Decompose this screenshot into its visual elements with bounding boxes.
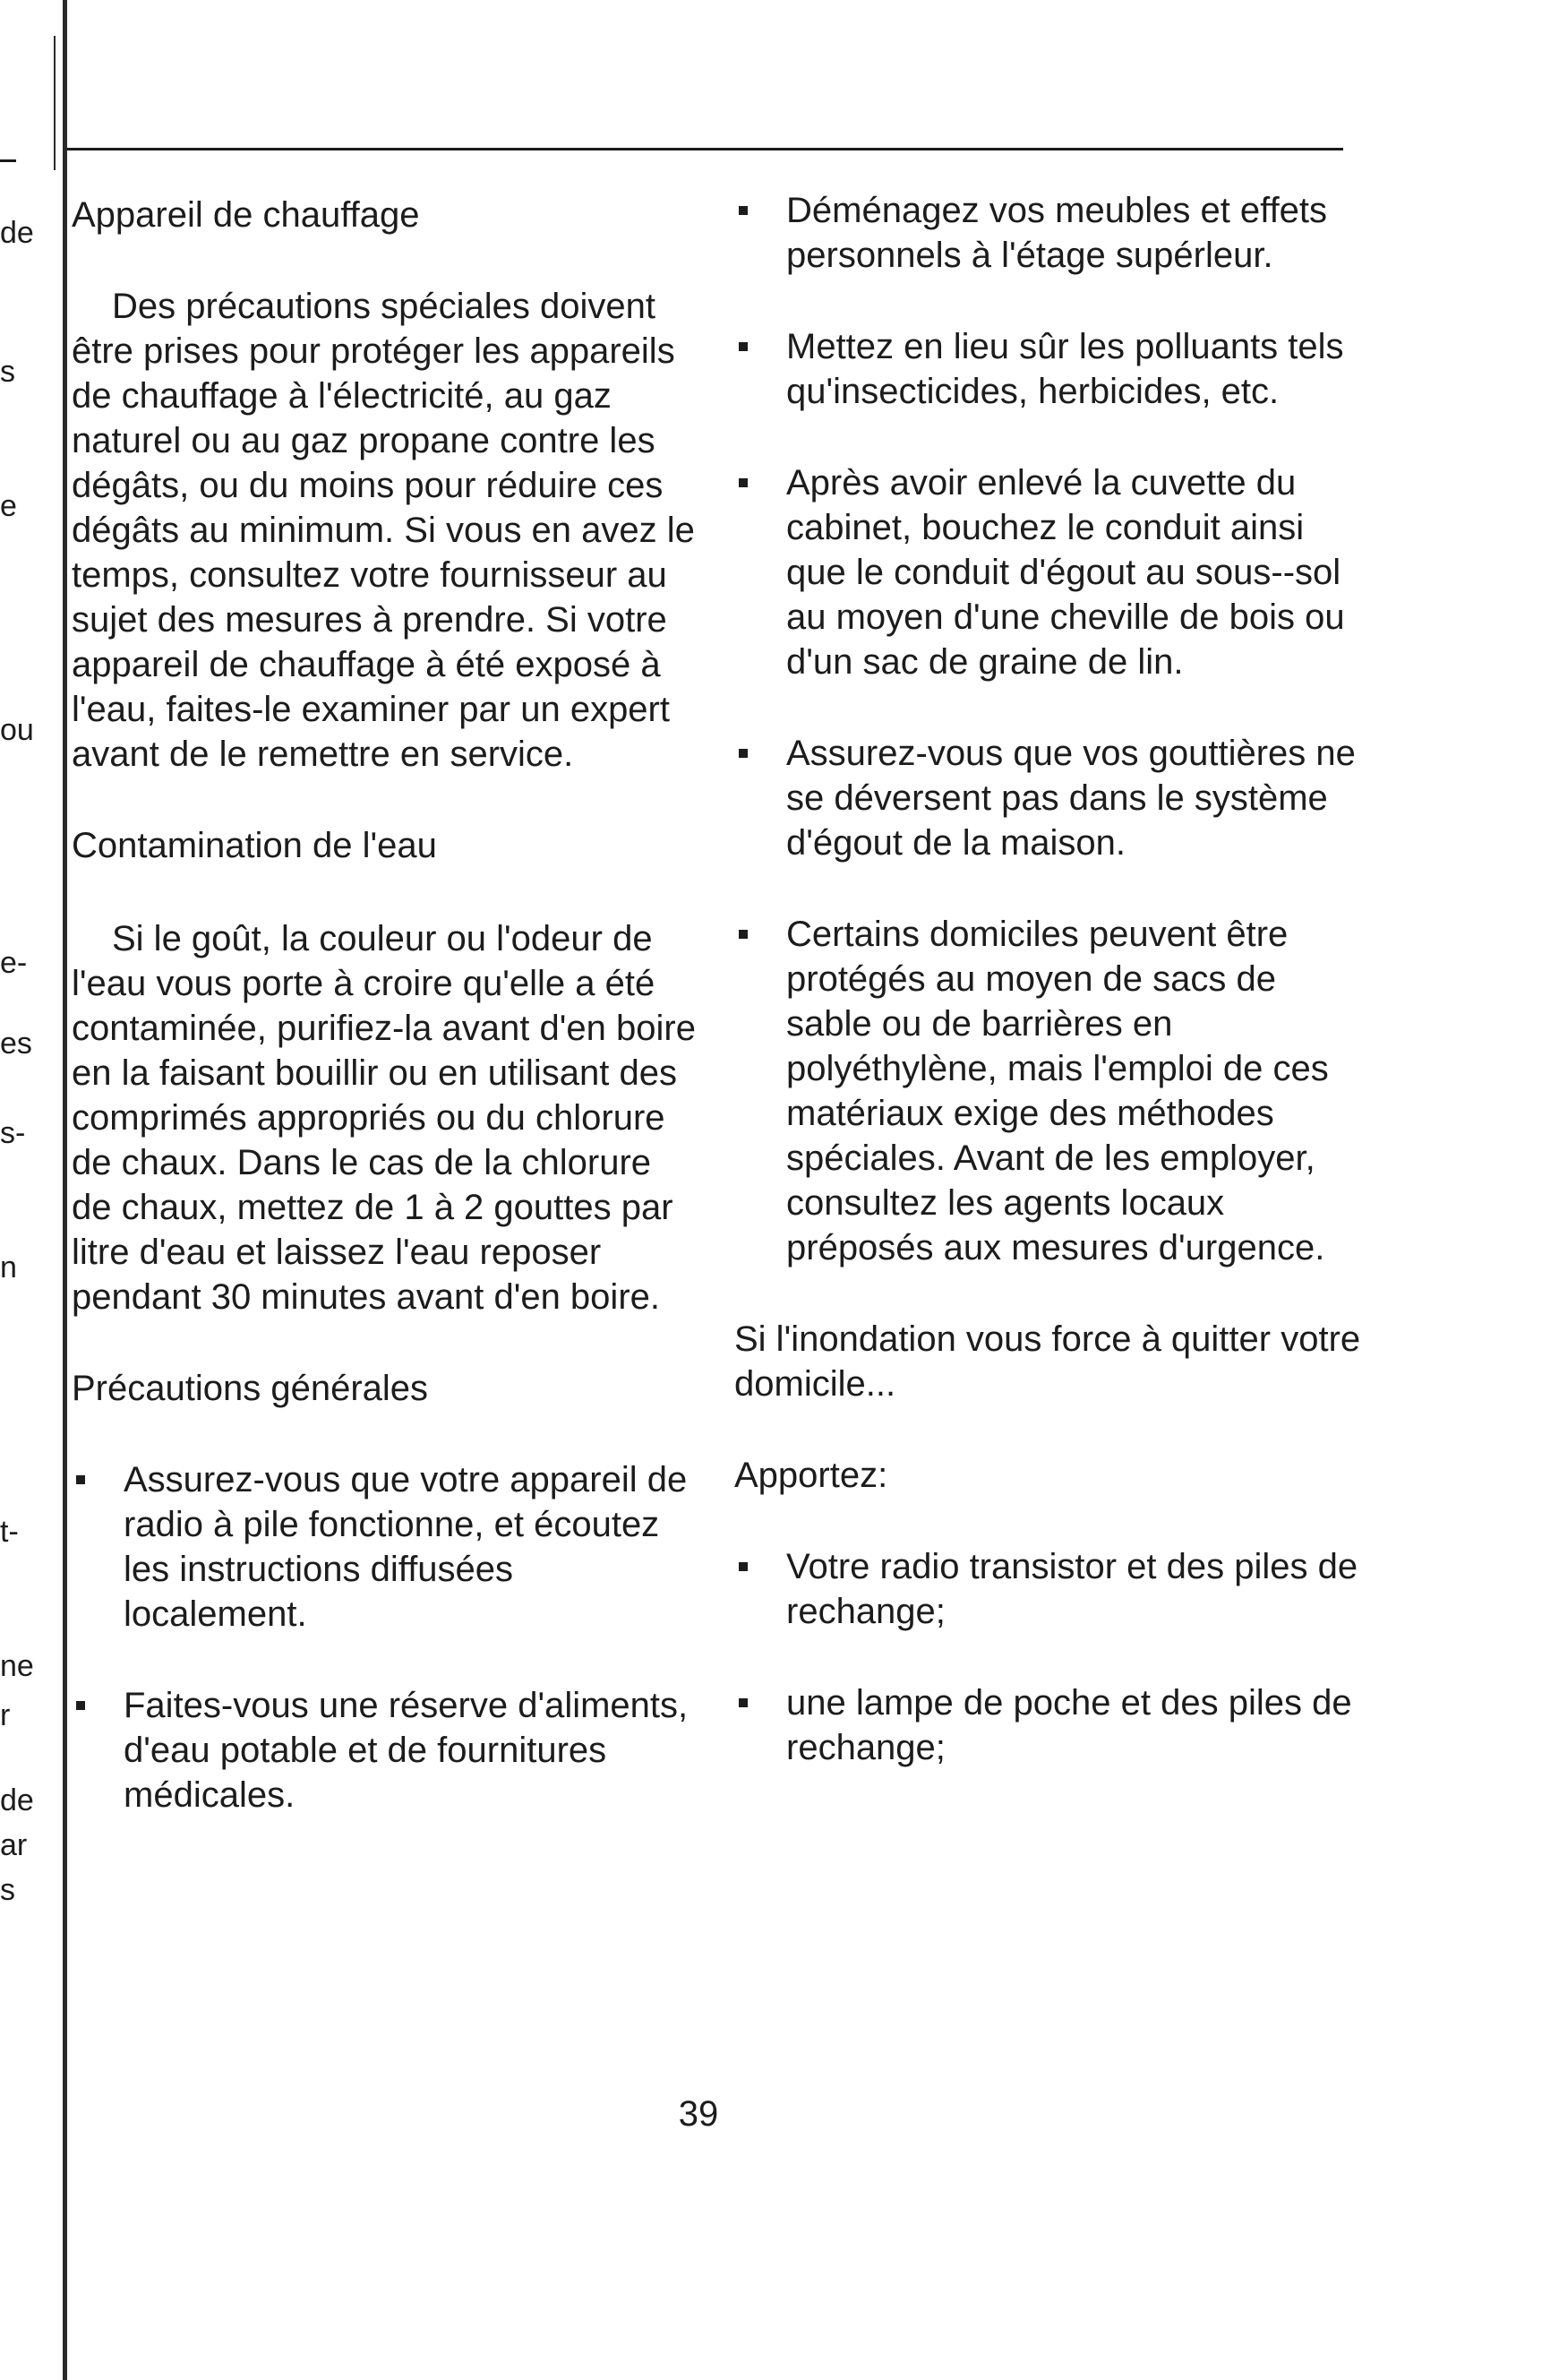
- left-column: [72, 193, 698, 1817]
- body-paragraph: Si le goût, la couleur ou l'odeur de l'eau vous porte à croire qu'elle a été contaminée, purifiez-la avant d'en boire en la faisant bouillir ou en utilisant des comprimés appropriés ou du chlorure de chaux. Dans le cas de la chlorure de chaux, mettez de 1 à 2 gouttes par litre d'eau et laissez l'eau reposer pendant 30 minutes avant d'en boire.: [72, 919, 696, 1317]
- bullet-list: [734, 1544, 1361, 1770]
- bullet-icon: [76, 1701, 85, 1710]
- section-heading: Précautions générales: [72, 1369, 429, 1408]
- bullet-icon: [739, 930, 748, 939]
- list-item-text: Après avoir enlevé la cuvette du cabinet, bouchez le conduit ainsi que le conduit d'égout au sous--sol au moyen d'une cheville de bois ou d'un sac de graine de lin.: [786, 463, 1345, 682]
- list-item: [734, 460, 1361, 684]
- edge-fragment: n: [0, 1250, 17, 1285]
- list-item: [734, 1544, 1361, 1634]
- bullet-icon: [739, 1562, 748, 1571]
- list-item-text: Votre radio transistor et des piles de rechange;: [786, 1547, 1358, 1631]
- body-paragraph: Si l'inondation vous force à quitter votre domicile...: [734, 1319, 1361, 1404]
- section-heading: Appareil de chauffage: [72, 195, 420, 235]
- list-item-text: Assurez-vous que votre appareil de radio à pile fonctionne, et écoutez les instructions diffusées localement.: [124, 1460, 688, 1634]
- edge-fragment: ne: [0, 1649, 34, 1683]
- list-item: [734, 188, 1361, 278]
- list-item: [734, 1680, 1361, 1770]
- edge-fragment: s: [0, 355, 15, 389]
- list-item-text: Faites-vous une réserve d'aliments, d'eau potable et de fournitures médicales.: [124, 1686, 689, 1815]
- list-item-text: une lampe de poche et des piles de rechange;: [786, 1683, 1352, 1767]
- body-paragraph: Apportez:: [734, 1456, 888, 1495]
- edge-fragment: e-: [0, 946, 28, 980]
- edge-fragment: de: [0, 1783, 34, 1817]
- bullet-icon: [76, 1475, 85, 1484]
- list-item: [734, 324, 1361, 414]
- edge-fragment: ou: [0, 713, 34, 747]
- edge-fragment: es: [0, 1027, 32, 1061]
- edge-fragment: s: [0, 1873, 15, 1907]
- list-item-text: Déménagez vos meubles et effets personnels à l'étage supérleur.: [786, 191, 1328, 275]
- edge-fragment: r: [0, 1698, 11, 1732]
- bullet-icon: [739, 206, 748, 215]
- section-heading: Contamination de l'eau: [72, 826, 437, 865]
- bullet-icon: [739, 749, 748, 758]
- bullet-list: [72, 1457, 698, 1817]
- list-item-text: Certains domiciles peuvent être protégés au moyen de sacs de sable ou de barrières en polyéthylène, mais l'emploi de ces matériaux exige des méthodes spéciales. Avant de les employer, consultez les agents locaux préposés aux mesures d'urgence.: [786, 915, 1329, 1267]
- right-column: [734, 188, 1361, 1770]
- edge-tick: [0, 159, 16, 162]
- list-item-text: Mettez en lieu sûr les polluants tels qu'insecticides, herbicides, etc.: [786, 327, 1344, 411]
- list-item: [734, 731, 1361, 865]
- edge-fragment: s-: [0, 1116, 26, 1150]
- list-item: [72, 1457, 698, 1637]
- bullet-icon: [739, 478, 748, 487]
- edge-fragment: t-: [0, 1515, 19, 1549]
- list-item: [734, 912, 1361, 1270]
- bullet-list: [734, 188, 1361, 1270]
- edge-fragment: ar: [0, 1828, 28, 1862]
- bullet-icon: [739, 1698, 748, 1707]
- edge-fragment: de: [0, 216, 34, 250]
- bullet-icon: [739, 342, 748, 351]
- list-item: [72, 1683, 698, 1817]
- list-item-text: Assurez-vous que vos gouttières ne se déversent pas dans le système d'égout de la maison.: [786, 734, 1356, 863]
- header-rule: [67, 148, 1343, 150]
- page-number: 39: [678, 2094, 719, 2134]
- binding-line-secondary: [54, 36, 56, 170]
- body-paragraph: Des précautions spéciales doivent être prises pour protéger les appareils de chauffage à l'électricité, au gaz naturel ou au gaz propane contre les dégâts, ou du moins pour réduire ces dégâts au minimum. Si vous en avez le temps, consultez votre fournisseur au sujet des mesures à prendre. Si votre appareil de chauffage à été exposé à l'eau, faites-le examiner par un expert avant de le remettre en service.: [72, 287, 695, 774]
- binding-line: [63, 0, 67, 2380]
- edge-fragment: e: [0, 489, 17, 523]
